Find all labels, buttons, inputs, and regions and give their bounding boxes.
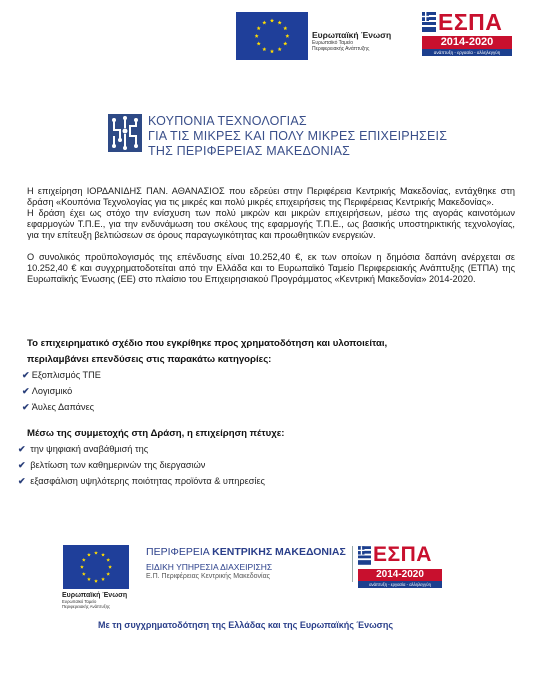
eu-star-icon [285, 34, 289, 38]
eu-star-icon [283, 26, 287, 30]
checkmark-icon: ✔ [22, 370, 30, 380]
espa-tagline: ανάπτυξη - εργασία - αλληλεγγύη [358, 581, 442, 588]
eu-subtitle-1: Ευρωπαϊκό Ταμείο [62, 599, 97, 604]
eu-star-icon [101, 553, 105, 557]
checkmark-icon: ✔ [18, 476, 26, 486]
espa-wordmark: ΕΣΠΑ [438, 9, 503, 35]
body-text [27, 186, 515, 285]
program-title-line-2: ΓΙΑ ΤΙΣ ΜΙΚΡΕΣ ΚΑΙ ΠΟΛΥ ΜΙΚΡΕΣ ΕΠΙΧΕΙΡΗΣΕΙΣ [148, 129, 448, 143]
list-item: ✔ Εξοπλισμός ΤΠΕ [22, 370, 101, 380]
eu-star-icon [257, 26, 261, 30]
eu-subtitle-2: Περιφερειακής Ανάπτυξης [312, 46, 370, 52]
espa-years: 2014-2020 [422, 36, 512, 49]
checkmark-icon: ✔ [18, 444, 26, 454]
eu-star-icon [87, 577, 91, 581]
managing-authority: ΕΙΔΙΚΗ ΥΠΗΡΕΣΙΑ ΔΙΑΧΕΙΡΙΣΗΣ [146, 562, 273, 572]
eu-star-icon [262, 47, 266, 51]
divider [352, 546, 353, 582]
espa-logo [358, 543, 442, 588]
eu-star-icon [270, 49, 274, 53]
eu-flag-icon [236, 12, 308, 60]
checkmark-icon: ✔ [22, 402, 30, 412]
eu-star-icon [101, 577, 105, 581]
program-title-line-3: ΤΗΣ ΠΕΡΙΦΕΡΕΙΑΣ ΜΑΚΕΔΟΝΙΑΣ [148, 144, 351, 158]
eu-subtitle-2: Περιφερειακής Ανάπτυξης [62, 604, 111, 609]
eu-star-icon [278, 47, 282, 51]
eu-star-icon [262, 21, 266, 25]
cofinance-note: Με τη συγχρηματοδότηση της Ελλάδας και της Ευρωπαϊκής Ένωσης [98, 620, 394, 630]
paragraph-action: Η δράση έχει ως στόχο την ενίσχυση των πολύ μικρών και μικρών επιχειρήσεων, μέσω της αγοράς καινοτόμων εφαρμογών Τ.Π.Ε., για την ενδυνάμωση του σκέλους της εφαρμογής Τ.Π.Ε., ως βασικής υποστηρικτικής τεχνολογίας, για την επίτευξη βελτιώσεων σε όρους παραγωγικότητας και προωθητικών ενεργειών. [27, 208, 515, 240]
list-item: ✔ Λογισμικό [22, 386, 73, 396]
eu-star-icon [94, 579, 98, 583]
espa-wordmark: ΕΣΠΑ [373, 543, 432, 566]
checkmark-icon: ✔ [22, 386, 30, 396]
program-title [148, 114, 447, 159]
managing-authority-sub: Ε.Π. Περιφέρειας Κεντρικής Μακεδονίας [146, 573, 271, 580]
eu-star-icon [278, 21, 282, 25]
section1-heading-1: Το επιχειρηματικό σχέδιο που εγκρίθηκε προς χρηματοδότηση και υλοποιείται, [27, 338, 388, 349]
eu-star-icon [94, 551, 98, 555]
eu-star-icon [257, 42, 261, 46]
eu-flag-icon [63, 545, 129, 589]
region-logo [146, 546, 346, 580]
circuit-logo-icon [108, 114, 142, 152]
list-item: ✔ Άυλες Δαπάνες [22, 402, 95, 412]
program-title-line-1: ΚΟΥΠΟΝΙΑ ΤΕΧΝΟΛΟΓΙΑΣ [148, 114, 307, 128]
list-item: ✔ εξασφάλιση υψηλότερης ποιότητας προϊόντα & υπηρεσίες [18, 476, 265, 486]
eu-star-icon [106, 572, 110, 576]
eu-star-icon [106, 558, 110, 562]
list-item: ✔ βελτίωση των καθημερινών της διεργασιών [18, 460, 206, 470]
espa-tagline: ανάπτυξη - εργασία - αλληλεγγύη [422, 49, 512, 56]
espa-logo [422, 10, 512, 56]
checkmark-icon: ✔ [18, 460, 26, 470]
greek-flag-icon [422, 12, 436, 32]
eu-star-icon [108, 565, 112, 569]
paragraph-company: Η επιχείρηση ΙΟΡΔΑΝΙΔΗΣ ΠΑΝ. ΑΘΑΝΑΣΙΟΣ που εδρεύει στην Περιφέρεια Κεντρικής Μακεδονίας, εντάχθηκε στη δράση «Κουπόνια Τεχνολογίας για τις μικρές και πολύ μικρές επιχειρήσεις της Περιφέρειας Κεντρικής Μακεδονίας». [27, 186, 515, 207]
section1-heading-2: περιλαμβάνει επενδύσεις στις παρακάτω κατηγορίες: [27, 354, 272, 365]
eu-star-icon [255, 34, 259, 38]
section2-heading: Μέσω της συμμετοχής στη Δράση, η επιχείρηση πέτυχε: [27, 428, 285, 439]
eu-star-icon [80, 565, 84, 569]
eu-star-icon [270, 18, 274, 22]
eu-title: Ευρωπαϊκή Ένωση [62, 592, 128, 599]
greek-flag-icon [358, 546, 371, 565]
paragraph-budget: Ο συνολικός προϋπολογισμός της επένδυσης είναι 10.252,40 €, εκ των οποίων η δημόσια δαπάνη ανέρχεται σε 10.252,40 € και συγχρηματοδοτείται από την Ελλάδα και το Ευρωπαϊκό Ταμείο Περιφερειακής Ανάπτυξης (ΕΤΠΑ) της Ευρωπαϊκής Ένωσης (ΕΕ) στο πλαίσιο του Επιχειρησιακού Προγράμματος «Κεντρική Μακεδονία» 2014-2020. [27, 252, 515, 284]
eu-title: Ευρωπαϊκή Ένωση [312, 30, 392, 40]
eu-star-icon [82, 558, 86, 562]
list-item: ✔ την ψηφιακή αναβάθμισή της [18, 444, 149, 454]
eu-logo-text-bottom [62, 592, 127, 609]
eu-star-icon [283, 42, 287, 46]
region-title: ΠΕΡΙΦΕΡΕΙΑ ΚΕΝΤΡΙΚΗΣ ΜΑΚΕΔΟΝΙΑΣ [146, 546, 346, 558]
eu-subtitle-1: Ευρωπαϊκό Ταμείο [312, 40, 354, 46]
espa-years: 2014-2020 [358, 569, 442, 581]
eu-star-icon [87, 553, 91, 557]
eu-star-icon [82, 572, 86, 576]
eu-logo-text [312, 30, 391, 52]
